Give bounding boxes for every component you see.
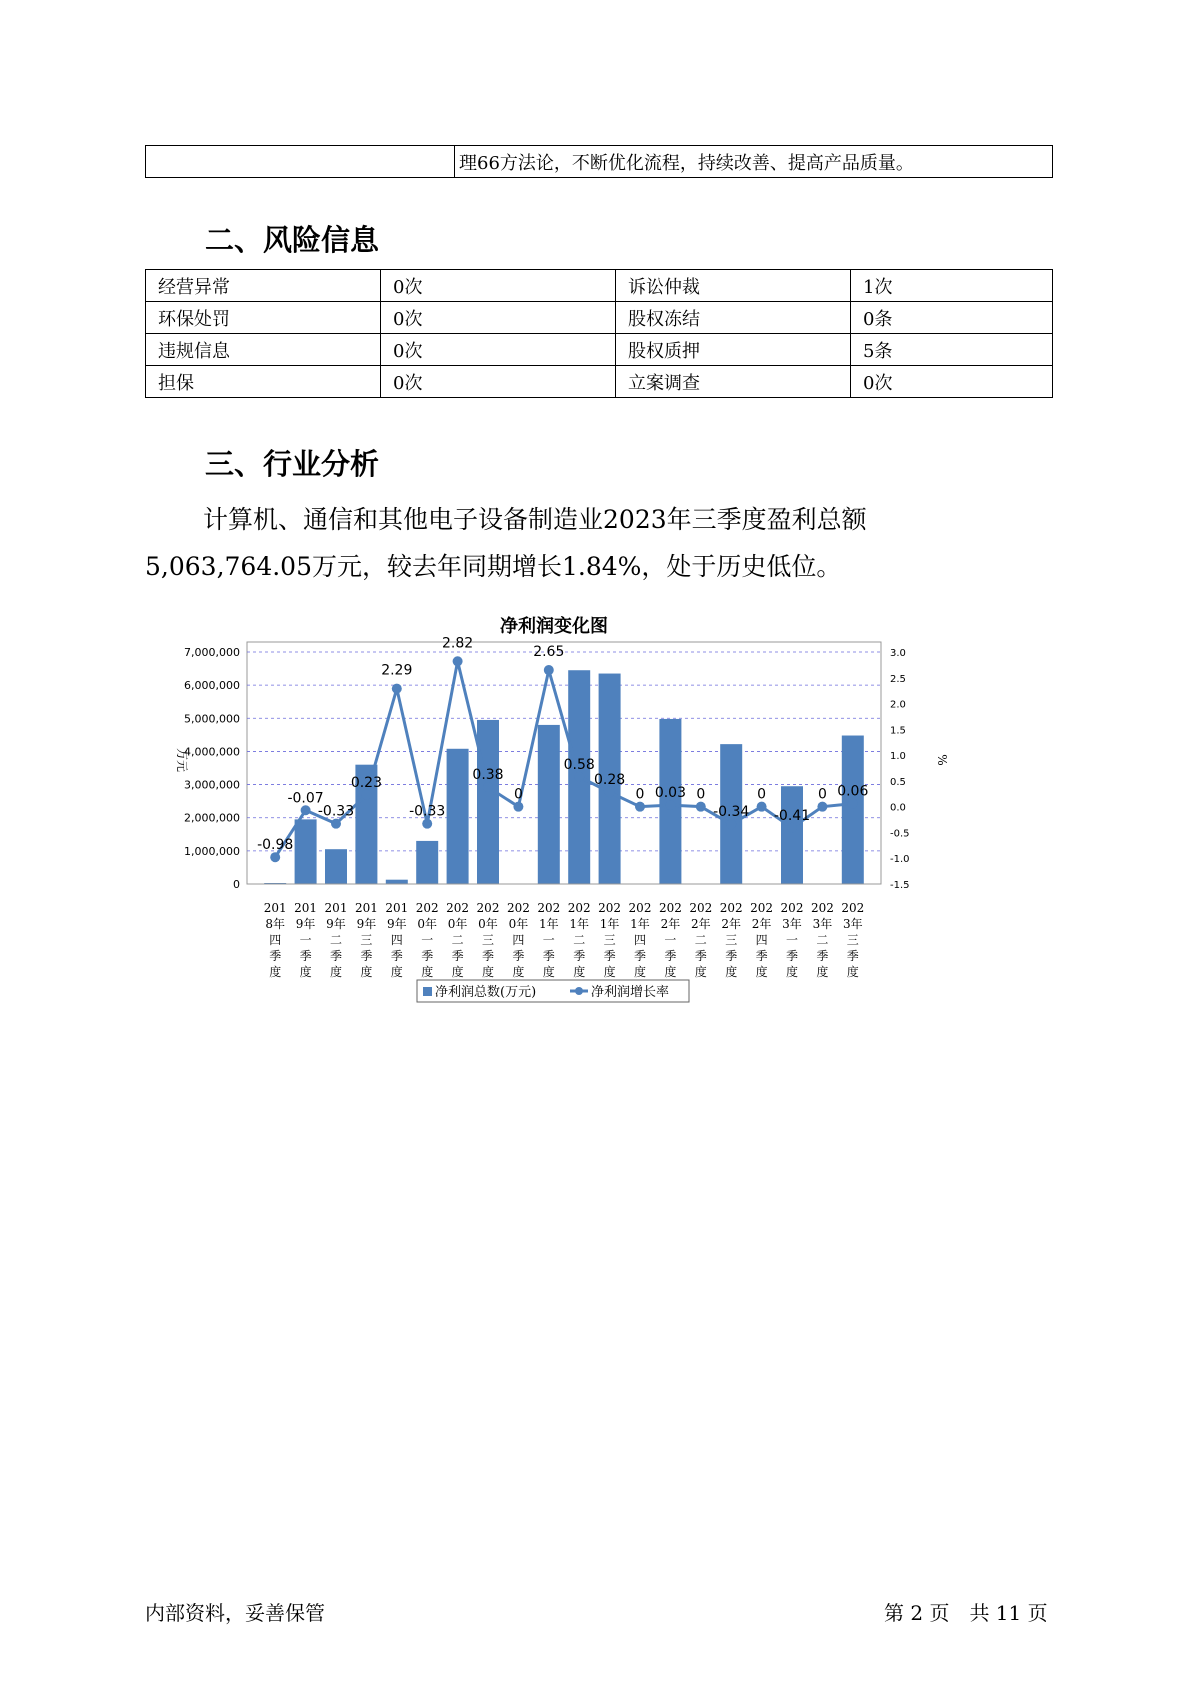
y2-tick-label: 2.5 bbox=[890, 673, 906, 685]
x-tick-label: 202 1年一季度 bbox=[537, 901, 561, 979]
top-table bbox=[145, 145, 1053, 178]
line-point bbox=[665, 800, 675, 810]
line-point bbox=[726, 819, 736, 829]
data-label: 0.23 bbox=[350, 774, 382, 791]
risk-value-cell: 0次 bbox=[381, 366, 616, 398]
data-label: 0.28 bbox=[594, 772, 626, 789]
data-label: 2.82 bbox=[442, 635, 474, 652]
y-tick-label: 2,000,000 bbox=[184, 811, 240, 825]
line-point bbox=[574, 772, 584, 782]
x-tick-label: 202 0年四季度 bbox=[506, 901, 530, 979]
data-label: -0.34 bbox=[713, 804, 750, 821]
x-tick-label: 202 0年二季度 bbox=[446, 901, 470, 979]
line-point bbox=[270, 852, 280, 862]
data-label: -0.41 bbox=[773, 807, 811, 824]
y2-tick-label: -1.5 bbox=[890, 880, 910, 891]
table-row bbox=[146, 366, 1053, 398]
line-point bbox=[605, 787, 615, 797]
industry-paragraph: 计算机、通信和其他电子设备制造业2023年三季度盈利总额5,063,764.05万元，较去年同期增长1.84%，处于历史低位。 bbox=[145, 505, 867, 581]
y2-tick-label: -0.5 bbox=[890, 828, 910, 840]
x-tick-label: 202 0年一季度 bbox=[415, 901, 439, 979]
x-tick-label: 202 2年三季度 bbox=[719, 901, 743, 979]
y2-tick-label: 0.5 bbox=[890, 776, 906, 788]
table-row bbox=[146, 146, 1053, 178]
line-point bbox=[696, 802, 706, 812]
net-profit-chart bbox=[170, 612, 1040, 1082]
line-point bbox=[635, 802, 645, 812]
legend-bar-swatch bbox=[423, 987, 432, 996]
x-tick-label: 202 3年二季度 bbox=[810, 901, 834, 979]
x-tick-label: 202 2年二季度 bbox=[689, 901, 713, 979]
risk-value-cell: 1次 bbox=[851, 270, 1053, 302]
y-tick-label: 7,000,000 bbox=[184, 646, 240, 659]
y-tick-label: 5,000,000 bbox=[184, 712, 240, 726]
bar bbox=[386, 880, 408, 884]
x-tick-label: 202 1年四季度 bbox=[628, 901, 652, 979]
x-tick-label: 202 1年三季度 bbox=[598, 901, 622, 979]
section-heading-industry: 三、行业分析 bbox=[205, 447, 380, 481]
line-point bbox=[361, 790, 371, 800]
data-label: 0 bbox=[696, 786, 706, 803]
risk-label-cell: 股权质押 bbox=[616, 334, 851, 366]
x-tick-label: 202 2年一季度 bbox=[658, 901, 682, 979]
data-label: -0.98 bbox=[257, 837, 294, 854]
data-label: 0.06 bbox=[837, 783, 869, 800]
y2-tick-label: 2.0 bbox=[890, 699, 906, 711]
line-point bbox=[787, 823, 797, 833]
table-row bbox=[146, 302, 1053, 334]
risk-value-cell: 0次 bbox=[381, 334, 616, 366]
y2-tick-label: 0.0 bbox=[890, 802, 906, 814]
legend-bar-label: 净利润总数(万元) bbox=[435, 985, 537, 1000]
data-label: -0.07 bbox=[287, 790, 324, 807]
data-label: -0.33 bbox=[409, 803, 446, 820]
table-cell bbox=[146, 146, 455, 178]
table-cell: 理66方法论，不断优化流程，持续改善、提高产品质量。 bbox=[455, 146, 1053, 178]
risk-value-cell: 0次 bbox=[851, 366, 1053, 398]
y-tick-label: 0 bbox=[233, 878, 240, 891]
risk-label-cell: 股权冻结 bbox=[616, 302, 851, 334]
line-point bbox=[817, 802, 827, 812]
risk-value-cell: 0次 bbox=[381, 270, 616, 302]
risk-value-cell: 0条 bbox=[851, 302, 1053, 334]
y2-tick-label: 1.5 bbox=[890, 725, 906, 737]
y2-tick-label: 3.0 bbox=[890, 648, 906, 659]
x-tick-label: 201 8年四季度 bbox=[263, 901, 287, 979]
line-point bbox=[453, 656, 463, 666]
bar bbox=[295, 819, 317, 884]
line-point bbox=[392, 684, 402, 694]
x-tick-label: 202 3年三季度 bbox=[841, 901, 865, 979]
x-tick-label: 202 2年四季度 bbox=[750, 901, 774, 979]
x-tick-label: 202 1年二季度 bbox=[567, 901, 591, 979]
data-label: 0 bbox=[635, 786, 645, 803]
data-label: 0.38 bbox=[472, 767, 504, 784]
bar bbox=[447, 749, 469, 884]
risk-value-cell: 0次 bbox=[381, 302, 616, 334]
data-label: 0.58 bbox=[563, 756, 595, 773]
y-tick-label: 4,000,000 bbox=[184, 745, 240, 759]
risk-label-cell: 违规信息 bbox=[146, 334, 381, 366]
line-point bbox=[544, 665, 554, 675]
x-tick-label: 201 9年四季度 bbox=[385, 901, 409, 979]
line-point bbox=[422, 819, 432, 829]
risk-table bbox=[145, 269, 1053, 398]
data-label: 0 bbox=[817, 786, 827, 803]
bar bbox=[477, 720, 499, 884]
bar bbox=[842, 736, 864, 884]
bar bbox=[781, 786, 803, 884]
footer-page-number: 第 2 页 共 11 页 bbox=[884, 1601, 1048, 1625]
y-axis-label: 万元 bbox=[175, 747, 189, 773]
table-row bbox=[146, 334, 1053, 366]
risk-label-cell: 经营异常 bbox=[146, 270, 381, 302]
y-tick-label: 6,000,000 bbox=[184, 679, 240, 693]
line-point bbox=[757, 802, 767, 812]
footer-confidential-note: 内部资料，妥善保管 bbox=[145, 1601, 325, 1625]
chart-title: 净利润变化图 bbox=[500, 616, 608, 637]
x-tick-label: 202 0年三季度 bbox=[476, 901, 500, 979]
legend-line-marker bbox=[575, 987, 583, 995]
risk-label-cell: 担保 bbox=[146, 366, 381, 398]
line-point bbox=[483, 782, 493, 792]
bar bbox=[416, 841, 438, 884]
y-tick-label: 1,000,000 bbox=[184, 844, 240, 858]
line-point bbox=[301, 805, 311, 815]
bar bbox=[325, 849, 347, 884]
data-label: 0.03 bbox=[654, 785, 686, 802]
bar bbox=[538, 725, 560, 884]
data-label: 0 bbox=[757, 786, 767, 803]
data-label: 2.29 bbox=[381, 662, 413, 679]
y-tick-label: 3,000,000 bbox=[184, 778, 240, 792]
line-point bbox=[848, 799, 858, 809]
risk-label-cell: 立案调查 bbox=[616, 366, 851, 398]
risk-value-cell: 5条 bbox=[851, 334, 1053, 366]
line-point bbox=[513, 802, 523, 812]
risk-label-cell: 诉讼仲裁 bbox=[616, 270, 851, 302]
x-tick-label: 201 9年一季度 bbox=[294, 901, 318, 979]
data-label: 2.65 bbox=[533, 644, 565, 661]
x-tick-label: 201 9年三季度 bbox=[354, 901, 378, 979]
chart-svg bbox=[170, 612, 1040, 1082]
x-tick-label: 202 3年一季度 bbox=[780, 901, 804, 979]
data-label: 0 bbox=[513, 786, 523, 803]
risk-label-cell: 环保处罚 bbox=[146, 302, 381, 334]
table-row bbox=[146, 270, 1053, 302]
section-heading-risk: 二、风险信息 bbox=[205, 223, 380, 257]
line-point bbox=[331, 819, 341, 829]
y2-tick-label: 1.0 bbox=[890, 751, 906, 763]
y2-tick-label: -1.0 bbox=[890, 854, 910, 866]
x-tick-label: 201 9年二季度 bbox=[324, 901, 348, 979]
data-label: -0.33 bbox=[317, 803, 355, 820]
y2-axis-label: % bbox=[935, 754, 949, 766]
legend-line-label: 净利润增长率 bbox=[591, 985, 670, 1000]
